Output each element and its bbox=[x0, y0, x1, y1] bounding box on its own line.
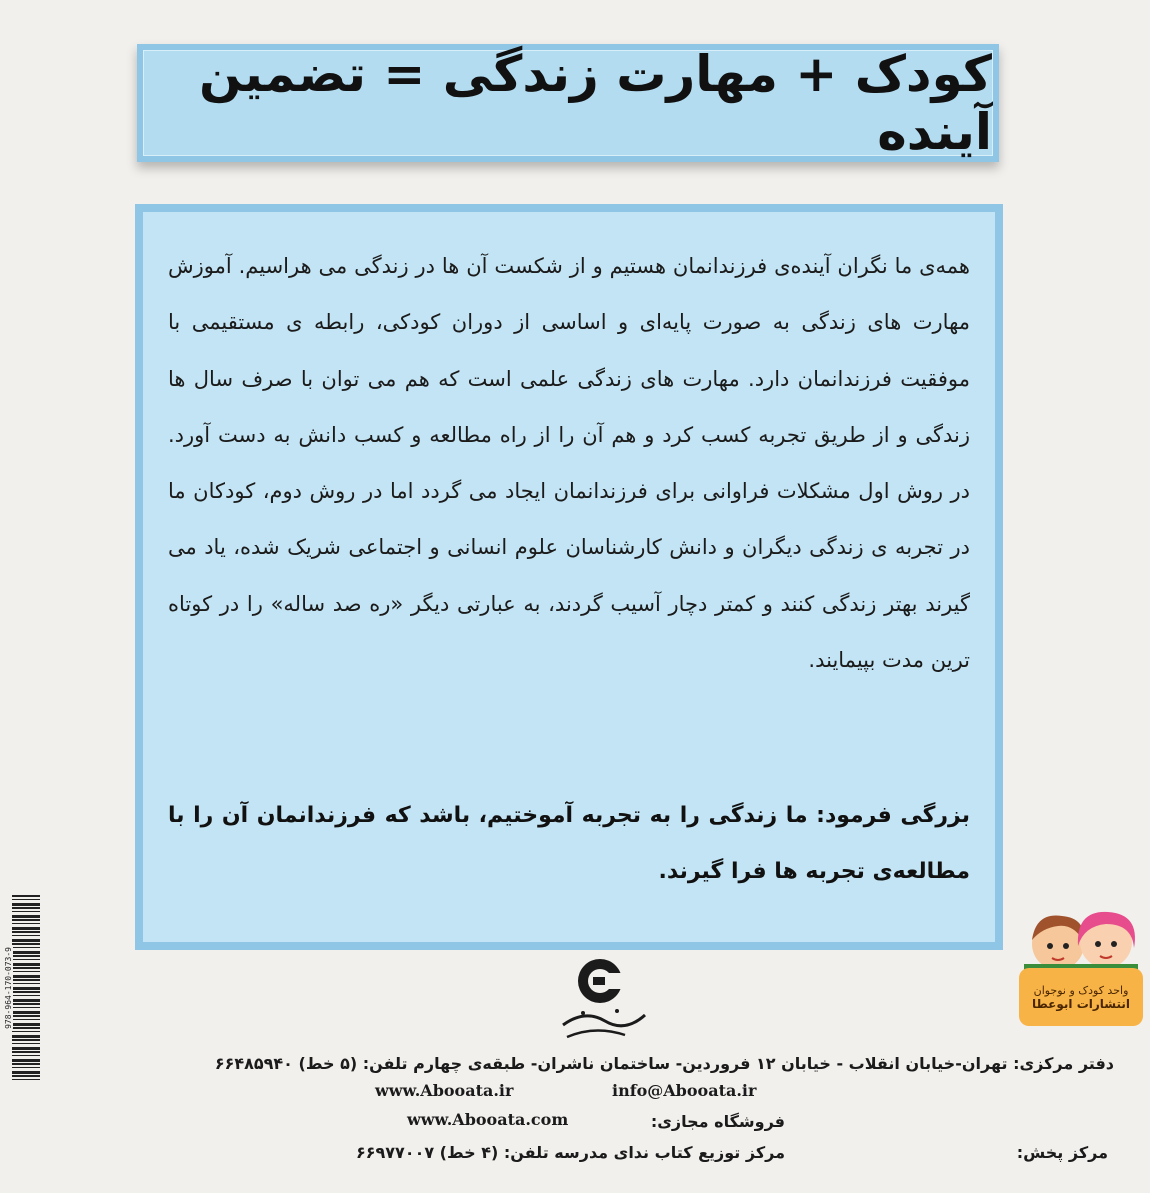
description-box-inner bbox=[143, 212, 995, 942]
online-shop-label: فروشگاه مجازی: bbox=[650, 1112, 785, 1131]
online-shop-link[interactable]: www.Abooata.com bbox=[407, 1110, 569, 1129]
description-text: همه‌ی ما نگران آینده‌ی فرزندانمان هستیم و از شکست آن ها در زندگی می هراسیم. آموزش مهارت های زندگی به صورت پایه‌ای و اساسی از دوران کودکی، رابطه ی مستقیمی با موفقیت فرزندانمان دارد. مهارت های زندگی علمی است که هم می توان با صرف سال ها زندگی و از طریق تجربه کسب کرد و هم آن را از راه مطالعه و کسب دانش به دست آورد. در روش اول مشکلات فراوانی برای فرزندانمان ایجاد می گردد اما در روش دوم، کودکان ما در تجربه ی زندگی دیگران و دانش کارشناسان علوم انسانی و اجتماعی شریک شده، یاد می گیرند بهتر زندگی کنند و کمتر دچار آسیب گردند، به عبارتی دیگر «ره صد ساله» را در کوتاه ترین مدت بپیمایند. bbox=[168, 254, 970, 673]
distribution-info: مرکز توزیع کتاب ندای مدرسه تلفن: (۴ خط) ۶۶۹۷۷۰۰۷ bbox=[355, 1143, 785, 1162]
barcode bbox=[12, 895, 40, 1080]
office-address: دفتر مرکزی: تهران-خیابان انقلاب - خیابان ۱۲ فروردین- ساختمان ناشران- طبقه‌ی چهارم تلفن: (۵ خط) ۶۶۴۸۵۹۴۰ bbox=[214, 1054, 1114, 1073]
kids-badge-line1: واحد کودک و نوجوان bbox=[1033, 983, 1129, 997]
kids-badge-line2: انتشارات ابوعطا bbox=[1031, 996, 1131, 1011]
kids-unit-badge bbox=[1019, 968, 1143, 1026]
distribution-label: مرکز پخش: bbox=[1016, 1143, 1108, 1162]
book-title: کودک + مهارت زندگی = تضمین آینده bbox=[199, 45, 992, 161]
title-banner bbox=[137, 44, 999, 162]
title-banner-inner bbox=[143, 45, 993, 161]
isbn-number: 978-964-170-073-9 bbox=[3, 946, 13, 1029]
quote-text: بزرگی فرمود: ما زندگی را به تجربه آموختیم، باشد که فرزندانمان آن را با مطالعه‌ی تجربه ها فرا گیرند. bbox=[168, 803, 970, 884]
description-box bbox=[135, 204, 1003, 950]
website-link[interactable]: www.Abooata.ir bbox=[375, 1081, 514, 1100]
email-link[interactable]: info@Abooata.ir bbox=[612, 1081, 757, 1100]
barcode-number-wrap bbox=[2, 895, 14, 1080]
publisher-logo bbox=[545, 955, 655, 1050]
